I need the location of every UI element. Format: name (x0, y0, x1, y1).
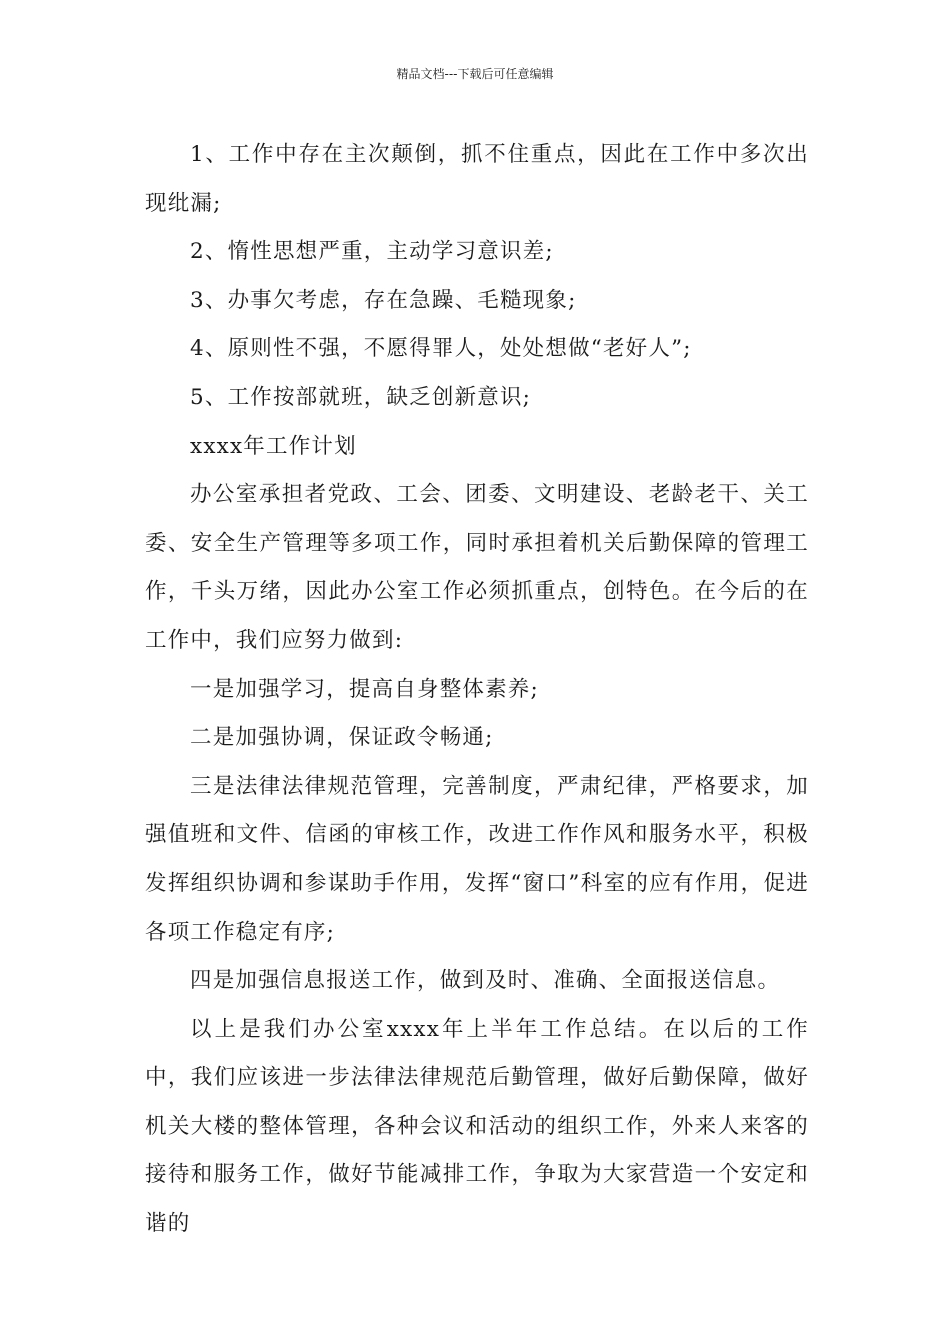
paragraph-plan-1: 一是加强学习，提高自身整体素养; (190, 676, 539, 702)
paragraph-issue-3: 3、办事欠考虑，存在急躁、毛糙现象; (190, 287, 577, 313)
paragraph-plan-2: 二是加强协调，保证政令畅通; (190, 725, 494, 751)
paragraph-plan-4: 四是加强信息报送工作，做到及时、准确、全面报送信息。 (190, 968, 781, 994)
paragraph-conclusion: 以上是我们办公室xxxx年上半年工作总结。在以后的工作中，我们应该进一步法律法律规范后勤管理，做好后勤保障，做好机关大楼的整体管理，各种会议和活动的组织工作，外来人来客的接待和服务工作，做好节能减排工作，争取为大家营造一个安定和谐的 (145, 1016, 809, 1237)
page-header: 精品文档---下载后可任意编辑 (396, 67, 554, 81)
paragraph-issue-1: 1、工作中存在主次颠倒，抓不住重点，因此在工作中多次出现纰漏; (145, 142, 809, 216)
paragraph-plan-intro: 办公室承担者党政、工会、团委、文明建设、老龄老干、关工委、安全生产管理等多项工作，同时承担着机关后勤保障的管理工作，千头万绪，因此办公室工作必须抓重点，创特色。在今后的在工作中，我们应努力做到: (145, 482, 809, 653)
paragraph-issue-5: 5、工作按部就班，缺乏创新意识; (190, 384, 532, 410)
paragraph-plan-3: 三是法律法律规范管理，完善制度，严肃纪律，严格要求，加强值班和文件、信函的审核工作，改进工作作风和服务水平，积极发挥组织协调和参谋助手作用，发挥“窗口”科室的应有作用，促进各项工作稳定有序; (145, 773, 809, 945)
section-heading-work-plan: xxxx年工作计划 (190, 433, 357, 459)
document-body (145, 131, 809, 1249)
paragraph-issue-2: 2、惰性思想严重，主动学习意识差; (190, 239, 554, 265)
paragraph-issue-4: 4、原则性不强，不愿得罪人，处处想做“老好人”; (190, 336, 692, 362)
